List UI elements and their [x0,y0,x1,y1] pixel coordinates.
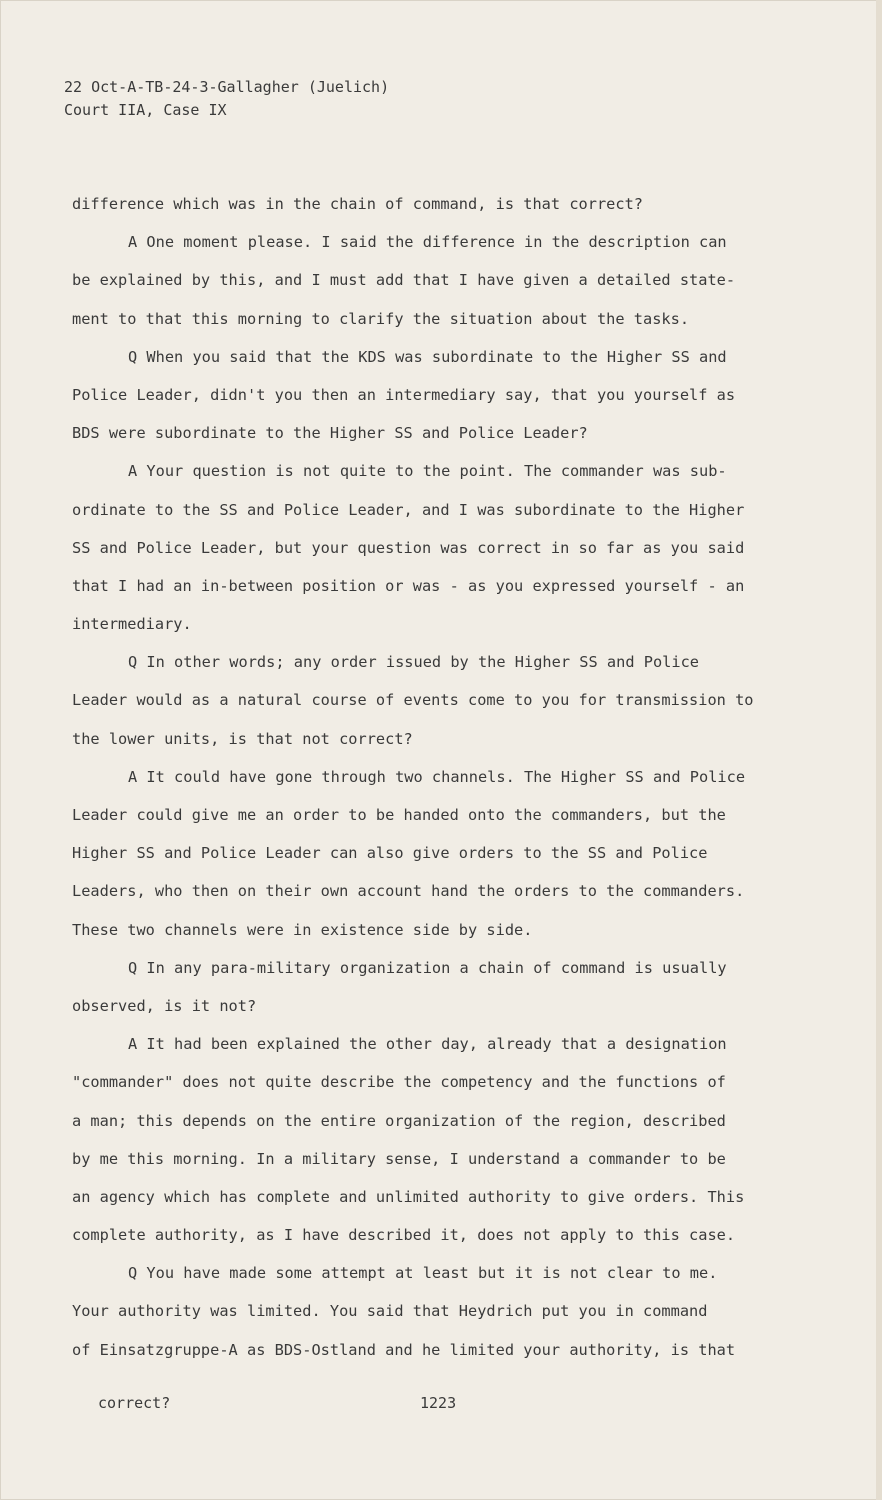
transcript-line: complete authority, as I have described it, does not apply to this case. [72,1226,736,1245]
transcript-line: BDS were subordinate to the Higher SS and Police Leader? [72,424,588,443]
header-court: Court IIA, Case IX [64,101,227,119]
transcript-line: Q In any para-military organization a chain of command is usually [128,958,727,977]
transcript-line: a man; this depends on the entire organization of the region, described [72,1111,726,1130]
document-header [64,76,389,122]
transcript-line: Leaders, who then on their own account hand the orders to the commanders. [72,882,745,901]
transcript-line: the lower units, is that not correct? [72,729,413,748]
transcript-line: by me this morning. In a military sense, I understand a commander to be [72,1149,726,1168]
transcript-line: A It could have gone through two channels. The Higher SS and Police [128,767,746,786]
transcript-line: Higher SS and Police Leader can also give orders to the SS and Police [72,844,708,863]
transcript-line: Leader could give me an order to be handed onto the commanders, but the [72,806,726,824]
transcript-line: Q You have made some attempt at least but it is not clear to me. [128,1264,718,1283]
transcript-line: ment to that this morning to clarify the situation about the tasks. [72,309,690,328]
transcript-line: These two channels were in existence side by side. [72,920,533,939]
transcript-line: intermediary. [72,615,192,634]
page-number: 1223 [420,1394,457,1412]
transcript-line: SS and Police Leader, but your question was correct in so far as you said [72,538,745,557]
transcript-line: Police Leader, didn't you then an intermediary say, that you yourself as [72,385,736,404]
transcript-line: an agency which has complete and unlimited authority to give orders. This [72,1187,745,1206]
transcript-line: Leader would as a natural course of events come to you for transmission to [72,691,754,710]
transcript-line: be explained by this, and I must add that I have given a detailed state- [72,271,736,290]
last-line: correct? [98,1394,171,1412]
transcript-line: difference which was in the chain of command, is that correct? [72,195,643,213]
page-edge [876,0,882,1500]
transcript-line: observed, is it not? [72,996,257,1015]
transcript-line: Your authority was limited. You said that Heydrich put you in command [72,1302,708,1321]
page-footer [98,1394,478,1412]
transcript-line: Q In other words; any order issued by the Higher SS and Police [128,653,699,672]
transcript-line: ordinate to the SS and Police Leader, and I was subordinate to the Higher [72,500,745,519]
transcript-line: "commander" does not quite describe the competency and the functions of [72,1073,726,1092]
header-reference: 22 Oct-A-TB-24-3-Gallagher (Juelich) [64,78,390,96]
transcript-line: that I had an in-between position or was - as you expressed yourself - an [72,576,745,595]
transcript-line: Q When you said that the KDS was subordinate to the Higher SS and [128,347,727,366]
transcript-line: A It had been explained the other day, already that a designation [128,1035,727,1054]
transcript-line: A Your question is not quite to the point. The commander was sub- [128,462,727,481]
transcript-line: of Einsatzgruppe-A as BDS-Ostland and he limited your authority, is that [72,1340,736,1359]
transcript-line: A One moment please. I said the difference in the description can [128,233,727,252]
transcript-body [72,185,812,1369]
